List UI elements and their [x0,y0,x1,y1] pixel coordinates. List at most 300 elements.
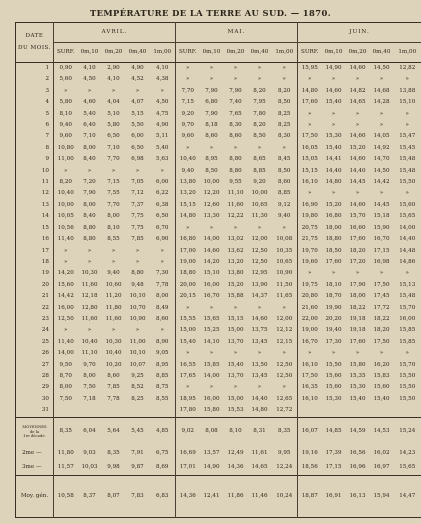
temperature-cell: 12,80 [81,304,98,311]
temperature-cell: » [54,325,78,336]
temperature-cell: 16,80 [176,234,200,245]
temperature-cell: 17,60 [349,236,366,243]
temperature-cell: 18,50 [325,247,342,254]
day-number: 14 [41,213,49,220]
average-cell: 15,65 [399,464,416,471]
temperature-cell: 18,22 [373,315,390,322]
temperature-cell: 15,85 [399,327,416,334]
temperature-cell: » [282,304,286,311]
temperature-cell: 8,49 [156,304,169,311]
temperature-cell: » [233,224,238,231]
average-cell: 8,35 [54,417,78,446]
temperature-cell: 4,10 [83,64,96,71]
average-cell: 14,36 [227,464,244,471]
table-row [16,314,421,325]
temperature-cell: 15,60 [373,384,390,391]
temperature-cell: 8,70 [54,371,78,382]
temperature-cell: 13,88 [399,87,416,94]
day-number: 11 [41,179,49,186]
temperature-cell: 15,95 [298,63,322,75]
temperature-cell: 10,08 [276,236,293,243]
temperature-cell: 13,80 [227,270,244,277]
temperature-cell: 7,70 [107,201,120,208]
temperature-cell: 15,40 [176,337,200,348]
temperature-cell: » [135,327,140,334]
table-row [16,211,421,222]
average-cell: 9,95 [278,450,291,456]
temperature-cell: » [257,144,262,151]
day-number: 30 [41,395,49,402]
temperature-cell: » [135,247,140,254]
temperature-cell: 8,60 [278,179,291,186]
temperature-cell: 17,72 [373,304,390,311]
temperature-cell: 11,40 [54,337,78,348]
temperature-cell: 18,00 [349,293,366,300]
general-average-row [16,476,421,518]
general-average-label: Moy. gén. [16,476,54,518]
temperature-cell: 0,90 [54,63,78,75]
temperature-cell: » [298,189,322,200]
temperature-cell: 7,50 [83,384,96,391]
temperature-cell: 6,70 [156,224,169,231]
temperature-cell: » [87,327,92,334]
temperature-cell: 14,60 [325,87,342,94]
average-row [16,447,421,462]
temperature-cell: 18,80 [176,268,200,279]
temperature-cell: 15,50 [399,395,416,402]
temperature-cell: 16,00 [203,395,220,402]
average-cell: 9,87 [131,464,144,471]
date-column-header [16,23,54,63]
temperature-cell: 19,70 [298,246,322,257]
temperature-cell: 7,90 [205,110,218,117]
temperature-cell [78,405,102,417]
average-cell: 14,65 [251,464,268,471]
temperature-cell: 7,78 [156,281,169,288]
temperature-cell: 15,85 [399,338,416,345]
table-row [16,200,421,211]
temperature-cell: 7,85 [131,236,144,243]
temperature-cell: 6,90 [156,236,169,243]
temperature-cell: 11,50 [276,281,293,288]
temperature-cell: 13,20 [176,189,200,200]
temperature-cell: 4,07 [131,99,144,106]
temperature-cell: 9,48 [131,281,144,288]
day-number: 17 [41,247,49,254]
temperature-cell: 13,70 [227,338,244,345]
temperature-cell: 19,80 [298,211,322,222]
temperature-cell: 14,80 [251,407,268,414]
day-number: 5 [45,110,49,117]
temperature-cell: 14,92 [373,144,390,151]
temperature-cell: 15,05 [298,154,322,165]
temperature-cell: 8,85 [253,167,266,174]
day-number: 6 [45,122,49,129]
temperature-cell: 13,30 [203,213,220,220]
temperature-cell: » [111,258,116,265]
average-cell: 16,07 [298,417,322,446]
table-title: TEMPÉRATURE DE LA TERRE AU SUD. — 1870. [89,8,332,18]
day-number: 2 [45,76,49,83]
table-row [16,86,421,97]
temperature-cell: 8,90 [156,338,169,345]
temperature-cell: » [331,110,336,117]
temperature-cell: 15,53 [227,407,244,414]
day-number: 15 [41,224,49,231]
temperature-cell: 10,10 [129,293,146,300]
temperature-cell: 7,50 [54,394,78,405]
temperature-cell: 14,65 [349,99,366,106]
temperature-cell: 14,40 [251,395,268,402]
general-average-cell: 10,58 [54,476,78,518]
depth-header: 1m,00 [272,43,298,63]
temperature-cell: 8,75 [156,384,169,391]
temperature-cell: 14,28 [373,99,390,106]
temperature-cell: 6,50 [156,213,169,220]
temperature-cell: 4,10 [107,76,120,83]
temperature-cell: 15,65 [399,213,416,220]
temperature-cell: » [379,270,384,277]
table-row [16,325,421,336]
temperature-cell: 15,60 [325,384,342,391]
temperature-cell: 16,00 [203,281,220,288]
temperature-cell: 7,30 [156,270,169,277]
temperature-cell: 4,75 [156,110,169,117]
temperature-cell [150,405,176,417]
temperature-cell: 15,70 [349,213,366,220]
table-row [16,394,421,405]
depth-header: SURF. [298,43,322,63]
average-cell: 7,91 [131,450,144,456]
temperature-cell: 14,48 [399,247,416,254]
temperature-cell: 8,40 [83,213,96,220]
temperature-cell: » [405,110,409,117]
temperature-cell: 14,60 [203,247,220,254]
temperature-cell: » [282,64,286,71]
temperature-cell: 13,90 [251,281,268,288]
depth-header: 0m,10 [322,43,346,63]
average-cell: 6,75 [156,450,169,456]
temperature-cell: 12,18 [81,293,98,300]
temperature-cell: 9,20 [253,179,266,186]
temperature-cell: 8,60 [156,315,169,322]
average-cell: 9,03 [83,450,96,456]
date-label: DATE [25,32,44,39]
general-average-cell: 16,91 [322,476,346,518]
temperature-cell: 6,80 [205,99,218,106]
temperature-cell: 7,18 [83,395,96,402]
temperature-cell: » [160,87,164,94]
temperature-cell: 15,65 [203,315,220,322]
temperature-cell [346,405,370,417]
temperature-cell [370,405,394,417]
temperature-cell: » [87,247,92,254]
temperature-cell: 5,10 [107,110,120,117]
temperature-cell: 14,05 [373,133,390,140]
average-cell: 4,85 [150,417,176,446]
average-cell: 8,10 [224,417,248,446]
temperature-cell: 15,40 [349,395,366,402]
du-mois-label: DU MOIS. [18,44,51,51]
temperature-cell: » [233,384,238,391]
average-cell: 8,35 [107,450,120,456]
temperature-cell: 10,40 [54,189,78,200]
temperature-cell: 12,12 [276,327,293,334]
temperature-cell: 17,50 [373,338,390,345]
temperature-cell: 11,60 [227,201,244,208]
temperature-cell: 8,25 [278,110,291,117]
average-cell: 5,64 [102,417,126,446]
general-average-cell: 14,36 [176,476,200,518]
temperature-cell: 9,25 [131,372,144,379]
temperature-cell: 8,52 [131,384,144,391]
temperature-cell: 5,60 [54,75,78,86]
average-cell: 16,96 [349,464,366,471]
depth-header: 0m,40 [370,43,394,63]
temperature-cell: 18,20 [349,247,366,254]
temperature-cell: 15,00 [176,325,200,336]
temperature-cell: 6,50 [131,144,144,151]
temperature-cell: » [257,64,262,71]
temperature-cell: 14,80 [176,211,200,222]
temperature-cell: » [379,350,384,357]
temperature-cell: 10,00 [54,200,78,211]
temperature-cell: 8,80 [229,156,242,163]
temperature-cell: 14,20 [54,268,78,279]
table-row [16,177,421,188]
temperature-cell: 18,20 [373,327,390,334]
temperature-cell: 14,68 [373,87,390,94]
depth-header: 0m,20 [346,43,370,63]
temperature-cell [54,405,78,417]
temperature-cell: 10,56 [54,223,78,234]
table-row [16,189,421,200]
temperature-cell: 17,50 [373,281,390,288]
temperature-cell: 11,60 [81,281,98,288]
temperature-cell: » [160,327,164,334]
day-number: 20 [41,281,49,288]
temperature-cell: » [405,76,409,83]
temperature-cell: 10,30 [81,270,98,277]
day-number: 18 [41,258,49,265]
temperature-cell: 8,20 [253,87,266,94]
temperature-cell: 17,50 [298,371,322,382]
temperature-cell: » [209,304,214,311]
temperature-cell: 6,22 [156,190,169,197]
average-cell: 11,80 [54,447,78,462]
depth-header: SURF. [176,43,200,63]
average-cell: 15,24 [394,417,421,446]
temperature-cell: 14,50 [373,64,390,71]
temperature-cell: 8,50 [253,133,266,140]
temperature-cell: 15,48 [399,156,416,163]
temperature-cell: » [233,144,238,151]
temperature-cell: 12,65 [276,395,293,402]
temperature-cell: 10,40 [105,350,122,357]
temperature-cell: 15,40 [325,144,342,151]
temperature-cell: » [379,110,384,117]
temperature-cell: 7,15 [107,179,120,186]
temperature-cell: 11,10 [227,190,244,197]
temperature-cell: 15,70 [399,304,416,311]
averages-label-line: de la [29,428,40,434]
temperature-cell: » [87,87,92,94]
temperature-cell: 10,80 [54,143,78,154]
temperature-cell: » [331,350,336,357]
depth-header: 0m,20 [102,43,126,63]
temperature-cell: 7,80 [253,110,266,117]
day-number: 4 [45,99,49,106]
temperature-cell: 13,80 [176,177,200,188]
temperature-cell: 20,15 [176,291,200,302]
temperature-cell: 19,60 [298,257,322,268]
temperature-cell: 7,12 [131,190,144,197]
temperature-cell: » [331,76,336,83]
temperature-cell: 17,45 [373,293,390,300]
average-cell: 14,59 [346,417,370,446]
temperature-cell: 8,25 [278,122,291,129]
table-row [16,132,421,143]
temperature-cell: 7,15 [176,97,200,108]
temperature-cell: 5,11 [156,133,169,140]
temperature-cell: 4,90 [131,64,144,71]
average-cell: 12,24 [276,464,293,471]
temperature-cell: 18,95 [176,394,200,405]
temperature-cell: 16,98 [373,258,390,265]
temperature-cell: » [111,167,116,174]
day-number: 16 [41,236,49,243]
temperature-cell: 15,50 [399,179,416,186]
temperature-cell: 7,55 [107,190,120,197]
temperature-cell: 4,50 [83,76,96,83]
temperature-cell: 11,30 [251,213,268,220]
temperature-cell: 16,00 [399,315,416,322]
temperature-cell: » [135,87,140,94]
temperature-cell: 10,30 [105,338,122,345]
temperature-cell: 11,10 [81,350,98,357]
temperature-cell: » [298,109,322,120]
temperature-cell: » [160,258,164,265]
temperature-cell: 8,20 [253,122,266,129]
temperature-cell: » [209,144,214,151]
temperature-cell: 14,20 [203,258,220,265]
temperature-cell: 15,50 [399,384,416,391]
temperature-cell: 21,75 [298,234,322,245]
averages-label-line: MOYENNES [22,424,47,430]
temperature-cell: 8,60 [205,133,218,140]
temperature-cell: 8,20 [54,177,78,188]
average-cell: 17,01 [176,461,200,476]
temperature-cell: » [282,384,286,391]
temperature-cell: 13,02 [227,236,244,243]
temperature-cell: 12,95 [251,270,268,277]
general-average-cell: 8,07 [102,476,126,518]
temperature-cell: 15,85 [203,361,220,368]
temperature-cell: 19,90 [325,304,342,311]
temperature-cell [102,405,126,417]
temperature-cell: » [160,247,164,254]
average-cell: 17,15 [325,464,342,471]
temperature-cell: » [257,224,262,231]
temperature-cell: » [257,350,262,357]
general-average-cell: 10,24 [272,476,298,518]
temperature-cell: 9,70 [176,120,200,131]
temperature-cell: 19,75 [298,280,322,291]
temperature-cell: 16,60 [349,224,366,231]
temperature-cell: » [209,350,214,357]
average-cell: 18,56 [298,461,322,476]
temperature-cell: 8,80 [131,270,144,277]
temperature-cell: 7,90 [205,87,218,94]
average-cell: 8,08 [200,417,224,446]
month-header-may: MAI. [176,23,298,43]
temperature-cell: 4,10 [156,64,169,71]
temperature-cell: 5,63 [156,156,169,163]
temperature-cell: 9,12 [278,201,291,208]
temperature-cell: 16,90 [298,200,322,211]
temperature-cell: 6,00 [156,179,169,186]
temperature-cell: 14,60 [349,156,366,163]
temperature-cell: 8,55 [156,395,169,402]
temperature-cell: » [282,144,286,151]
temperature-cell: 15,60 [54,280,78,291]
temperature-cell: 17,20 [349,258,366,265]
temperature-cell: 2,90 [107,64,120,71]
temperature-cell: 15,20 [349,144,366,151]
day-number: 31 [41,407,49,414]
temperature-cell: 8,80 [83,224,96,231]
temperature-cell: 11,20 [105,293,122,300]
temperature-cell: 20,20 [325,315,342,322]
day-number: 26 [41,350,49,357]
temperature-cell: 15,15 [298,166,322,177]
temperature-cell: 20,00 [176,280,200,291]
average-cell: 11,57 [54,461,78,476]
temperature-cell: 15,20 [325,201,342,208]
temperature-cell: 7,75 [131,224,144,231]
temperature-cell: 4,50 [156,99,169,106]
temperature-cell: » [298,348,322,359]
temperature-cell: 19,00 [176,257,200,268]
table-row [16,166,421,177]
table-row [16,120,421,131]
temperature-cell: 20,80 [298,291,322,302]
temperature-cell: » [87,167,92,174]
temperature-cell: 15,90 [373,224,390,231]
temperature-cell: 19,40 [325,327,342,334]
average-cell: 8,31 [248,417,272,446]
table-row [16,223,421,234]
temperature-cell: 7,20 [83,179,96,186]
temperature-cell: » [111,87,116,94]
day-number: 27 [41,361,49,368]
temperature-cell: » [298,75,322,86]
temperature-cell: 15,48 [399,167,416,174]
temperature-cell [298,405,322,417]
temperature-cell: 6,38 [156,201,169,208]
temperature-cell: 15,40 [325,99,342,106]
temperature-cell: 15,40 [227,361,244,368]
temperature-cell: » [355,110,360,117]
temperature-cell: » [54,166,78,177]
temperature-cell: 4,60 [83,99,96,106]
temperature-cell [126,405,150,417]
temperature-cell: 14,00 [54,348,78,359]
average-cell: 19,16 [298,447,322,462]
temperature-cell: 14,40 [399,236,416,243]
temperature-cell: 15,70 [399,361,416,368]
temperature-cell: 10,70 [129,304,146,311]
